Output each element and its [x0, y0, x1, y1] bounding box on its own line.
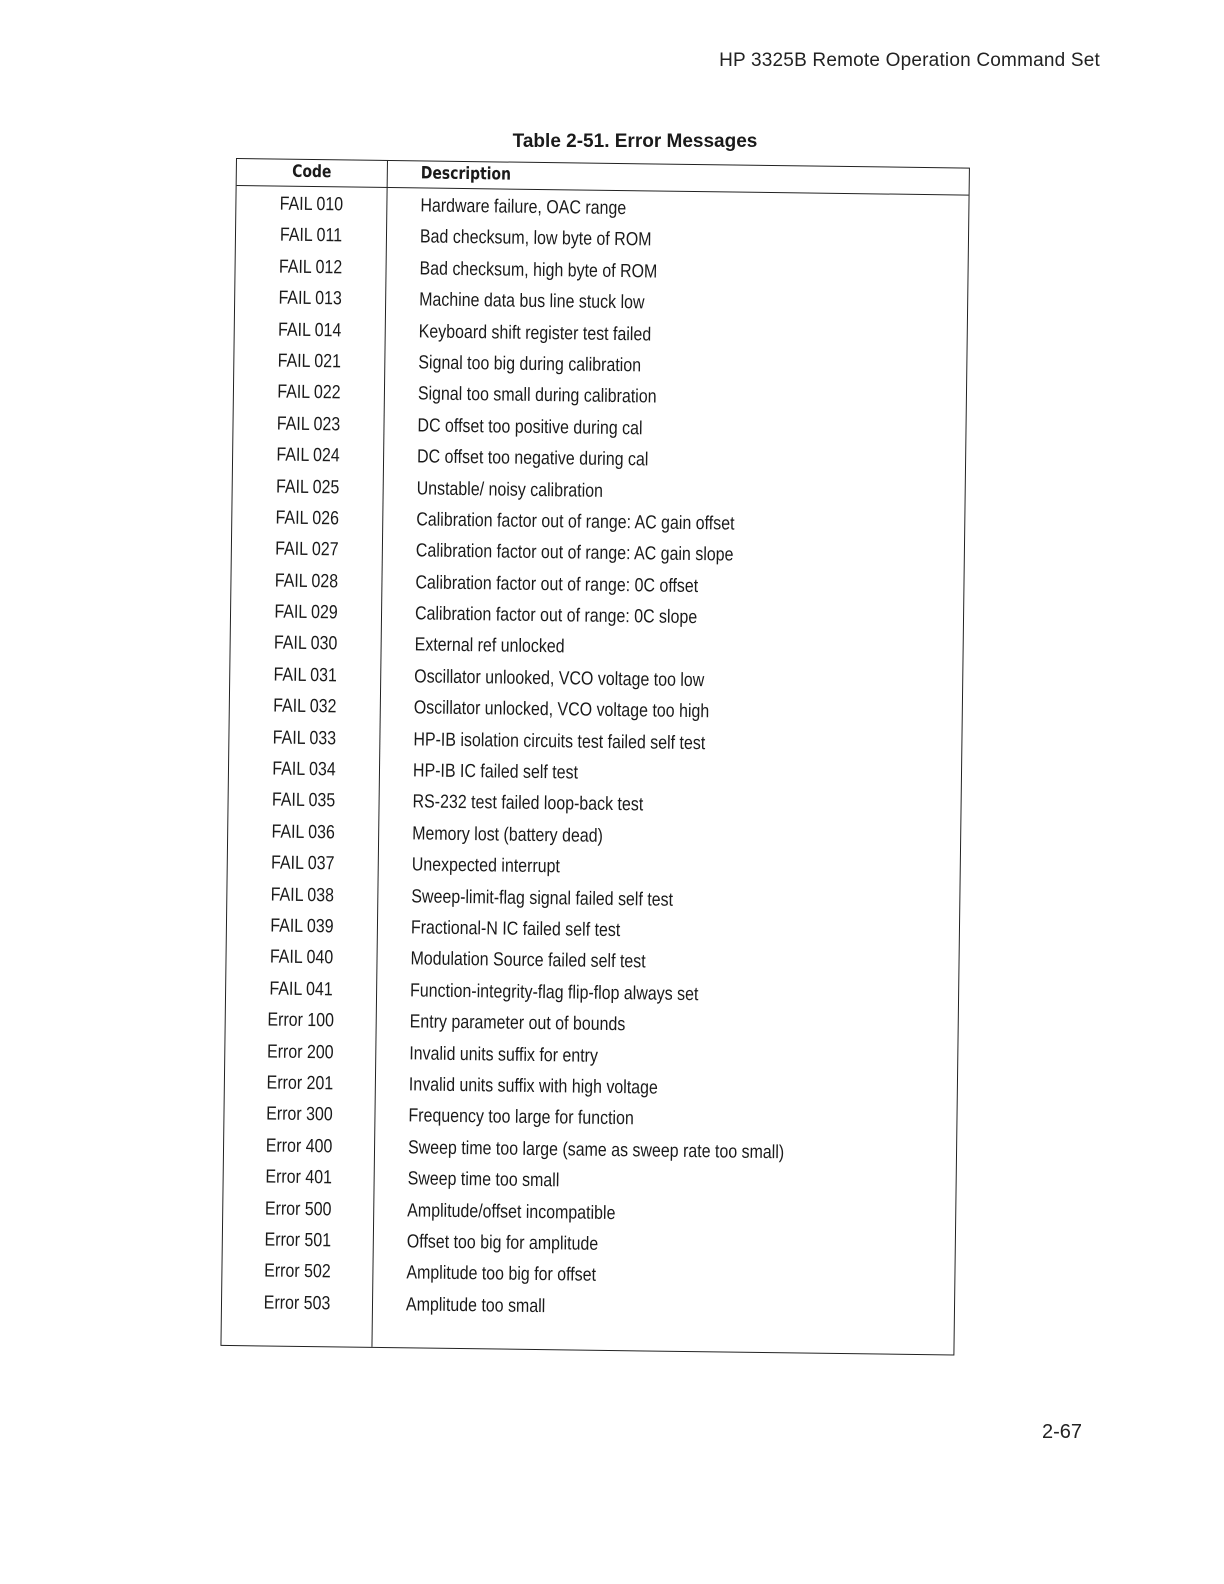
error-description: External ref unlocked [414, 634, 565, 658]
error-description: HP-IB IC failed self test [412, 760, 579, 784]
error-code: FAIL 021 [277, 350, 342, 373]
error-code: FAIL 041 [269, 978, 333, 1001]
error-code: FAIL 032 [273, 695, 337, 718]
error-code: Error 501 [264, 1229, 332, 1252]
error-description: Oscillator unlocked, VCO voltage too high [413, 697, 710, 723]
error-description: Calibration factor out of range: 0C offset [415, 572, 699, 597]
running-header: HP 3325B Remote Operation Command Set [719, 50, 1100, 71]
error-code: FAIL 037 [270, 852, 335, 875]
error-description: Bad checksum, low byte of ROM [419, 226, 652, 251]
error-description: Signal too small during calibration [417, 383, 657, 408]
error-description: Calibration factor out of range: AC gain offset [416, 509, 735, 535]
error-code: Error 500 [264, 1197, 332, 1220]
error-code: FAIL 031 [273, 664, 338, 687]
error-description: Memory lost (battery dead) [412, 823, 603, 847]
error-code: FAIL 033 [272, 727, 337, 749]
error-messages-table [220, 158, 969, 1356]
error-code: FAIL 025 [275, 476, 340, 498]
error-description: Sweep time too small [407, 1168, 560, 1192]
error-description: Amplitude too big for offset [406, 1262, 597, 1287]
error-description: Modulation Source failed self test [410, 948, 646, 973]
error-description: Machine data bus line stuck low [419, 289, 645, 314]
error-description: HP-IB isolation circuits test failed self test [413, 729, 706, 754]
error-code: FAIL 013 [278, 287, 342, 310]
error-description: Unstable/ noisy calibration [416, 477, 604, 502]
error-description: Amplitude too small [405, 1293, 546, 1317]
error-description: Oscillator unlooked, VCO voltage too low [414, 666, 705, 692]
error-description: Calibration factor out of range: 0C slope [414, 603, 698, 629]
error-description: Fractional-N IC failed self test [410, 917, 621, 942]
error-code: FAIL 039 [270, 915, 334, 938]
header-description: Description [420, 163, 512, 185]
error-code: Error 201 [266, 1072, 334, 1095]
error-code: Error 100 [267, 1009, 335, 1032]
error-description: Amplitude/offset incompatible [407, 1199, 616, 1224]
error-description: RS-232 test failed loop-back test [412, 791, 644, 816]
table-caption: Table 2-51. Error Messages [512, 131, 758, 152]
error-code: Error 502 [264, 1260, 331, 1283]
page-number: 2-67 [1042, 1421, 1083, 1443]
error-description: Calibration factor out of range: AC gain slope [415, 540, 734, 566]
error-code: FAIL 024 [276, 444, 340, 467]
error-description: Invalid units suffix with high voltage [408, 1074, 659, 1099]
error-description: Offset too big for amplitude [406, 1231, 599, 1255]
error-description: DC offset too positive during cal [417, 415, 643, 440]
table-body [222, 189, 969, 1329]
error-code: FAIL 010 [279, 193, 344, 216]
error-description: Unexpected interrupt [411, 854, 561, 878]
error-description: Signal too big during calibration [418, 352, 642, 377]
error-description: Sweep time too large (same as sweep rate too small) [407, 1137, 785, 1163]
error-code: FAIL 038 [270, 884, 335, 906]
error-code: Error 503 [263, 1292, 331, 1315]
error-code: FAIL 029 [274, 601, 338, 624]
error-description: Bad checksum, high byte of ROM [419, 258, 658, 283]
error-code: FAIL 012 [278, 256, 343, 279]
error-description: Keyboard shift register test failed [418, 320, 652, 346]
error-code: FAIL 040 [269, 946, 334, 969]
error-description: Hardware failure, OAC range [420, 195, 627, 220]
error-description: Frequency too large for function [408, 1105, 634, 1130]
error-code: FAIL 028 [274, 570, 339, 593]
error-code: FAIL 011 [279, 224, 343, 247]
error-code: Error 200 [266, 1041, 334, 1063]
error-code: FAIL 030 [273, 633, 338, 655]
error-description: Invalid units suffix for entry [409, 1042, 599, 1067]
header-code: Code [292, 161, 332, 183]
error-description: Entry parameter out of bounds [409, 1011, 626, 1036]
error-code: FAIL 034 [272, 758, 336, 781]
error-code: Error 300 [266, 1103, 333, 1126]
error-description: Sweep-limit-flag signal failed self test [411, 885, 674, 911]
error-code: FAIL 022 [277, 381, 341, 404]
error-code: Error 401 [265, 1166, 333, 1189]
error-description: Function-integrity-flag flip-flop always set [409, 980, 699, 1005]
error-code: FAIL 014 [277, 319, 342, 341]
error-code: FAIL 026 [275, 507, 340, 530]
error-description: DC offset too negative during cal [416, 446, 649, 471]
error-code: FAIL 023 [276, 413, 341, 436]
error-code: FAIL 036 [271, 821, 335, 844]
error-code: FAIL 027 [275, 538, 339, 561]
error-code: FAIL 035 [271, 789, 336, 812]
error-code: Error 400 [265, 1135, 333, 1158]
